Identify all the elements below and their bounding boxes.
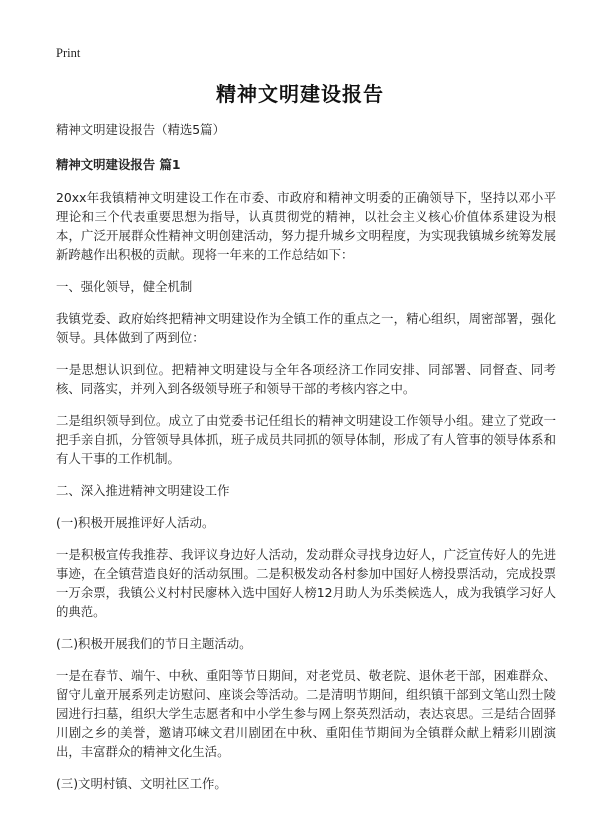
paragraph-organization: 二是组织领导到位。成立了由党委书记任组长的精神文明建设工作领导小组。建立了党政一把手亲自抓，分管领导具体抓，班子成员共同抓的领导体制，形成了有人管事的领导体系和有人干事的工作机制。 xyxy=(56,413,556,466)
document-subtitle: 精神文明建设报告（精选5篇） xyxy=(56,122,225,137)
paragraph-intro: 20xx年我镇精神文明建设工作在市委、市政府和精神文明委的正确领导下，坚持以邓小平理论和三个代表重要思想为指导，认真贯彻党的精神，以社会主义核心价值体系建设为根本，广泛开展群众性精神文明创建活动，努力提升城乡文明程度，为实现我镇城乡统筹发展新跨越作出积极的贡献。现将一年来的工作总结如下： xyxy=(56,190,556,262)
heading-advance-work: 二、深入推进精神文明建设工作 xyxy=(56,483,230,498)
paragraph-good-people: 一是积极宣传我推荐、我评议身边好人活动，发动群众寻找身边好人，广泛宣传好人的先进事迹，在全镇营造良好的活动氛围。二是积极发动各村参加中国好人榜投票活动，完成投票一万余票，我镇公义村村民廖林入选中国好人榜12月助人为乐类候选人，成为我镇学习好人的典范。 xyxy=(56,547,556,619)
paragraph-festivals: 一是在春节、端午、中秋、重阳等节日期间，对老党员、敬老院、退休老干部，困难群众、留守儿童开展系列走访慰问、座谈会等活动。二是清明节期间，组织镇干部到文笔山烈士陵园进行扫墓，组织大学生志愿者和中小学生参与网上祭英烈活动，表达哀思。三是结合固驿川剧之乡的美誉，邀请邛崃文君川剧团在中秋、重阳佳节期间为全镇群众献上精彩川剧演出，丰富群众的精神文化生活。 xyxy=(56,668,556,759)
print-link[interactable]: Print xyxy=(56,46,81,60)
heading-strengthen-leadership: 一、强化领导，健全机制 xyxy=(56,279,193,294)
document-title: 精神文明建设报告 xyxy=(216,82,384,106)
section-heading: 精神文明建设报告 篇1 xyxy=(56,157,181,172)
paragraph-ideology: 一是思想认识到位。把精神文明建设与全年各项经济工作同安排、同部署、同督查、同考核、同落实，并列入到各级领导班子和领导干部的考核内容之中。 xyxy=(56,362,556,396)
subheading-civilized-villages: (三)文明村镇、文明社区工作。 xyxy=(56,776,227,791)
subheading-festivals: (二)积极开展我们的节日主题活动。 xyxy=(56,636,252,651)
subheading-good-people: (一)积极开展推评好人活动。 xyxy=(56,515,215,530)
paragraph-leadership: 我镇党委、政府始终把精神文明建设作为全镇工作的重点之一，精心组织，周密部署，强化领导。具体做到了两到位： xyxy=(56,311,556,345)
document-body xyxy=(56,120,556,806)
